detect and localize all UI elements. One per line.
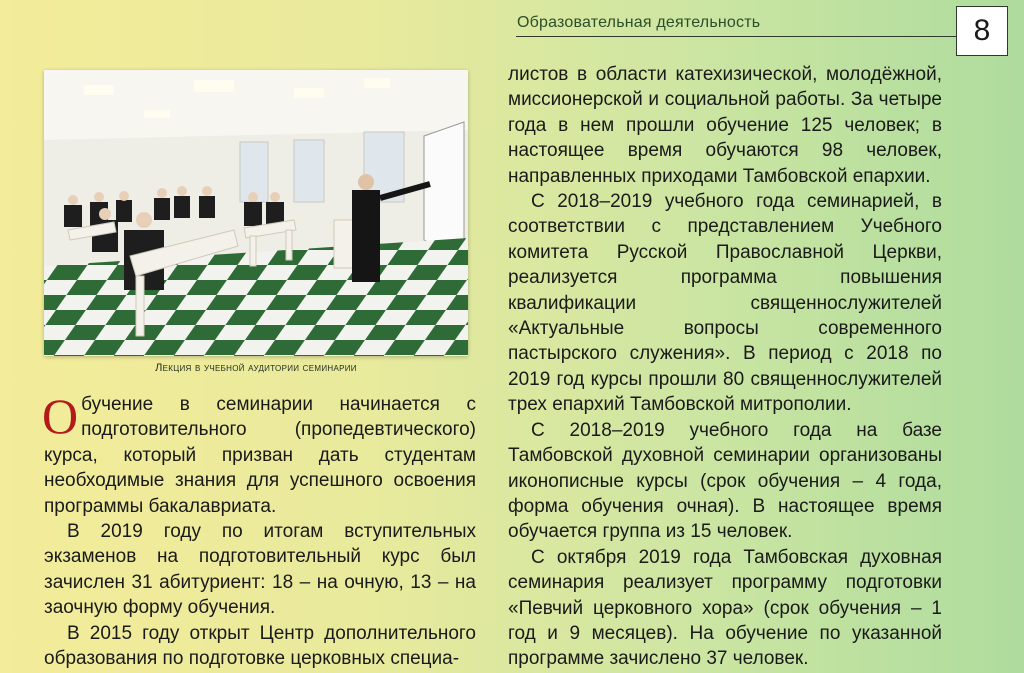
left-column (42, 388, 476, 671)
classroom-illustration (44, 70, 468, 356)
header-rule (516, 36, 956, 37)
paragraph-icon-painting: С 2018–2019 учебного года на базе Тамбовской духовной семинарии организованы иконописные курсы (срок обучения – 4 года, форма обучения очная). В настоящее время обучается группа из 15 человек. (508, 419, 942, 543)
paragraph-enrollment: В 2019 году по итогам вступительных экзаменов на подготовительный курс был зачислен 31 абитуриент: 18 – на очную, 13 – на заочную форму обучения. (44, 521, 476, 619)
paragraph-qualification: С 2018–2019 учебного года семинарией, в соответствии с представлением Учебного комитета Русской Православной Церкви, реализуется программа повышения квалификации священнослужителей «Актуальные вопросы современного пастырского служения». В период с 2018 по 2019 год курсы прошли 80 священнослужителей трех епархий Тамбовской митрополии. (508, 191, 942, 416)
right-column (508, 62, 942, 672)
page-number: 8 (956, 6, 1008, 56)
intro-paragraph (42, 388, 476, 519)
classroom-photo (44, 70, 468, 356)
drop-cap: О (42, 388, 79, 444)
section-title: Образовательная деятельность (517, 14, 761, 31)
paragraph-choir: С октября 2019 года Тамбовская духовная семинария реализует программу подготовки «Певчий церковного хора» (срок обучения – 1 год и 9 месяцев). На обучение по указанной программе зачислено 37 человек. (508, 546, 942, 670)
paragraph-continuation: листов в области катехизической, молодёжной, миссионерской и социальной работы. За четыре года в нем прошли обучение 125 человек; в настоящее время обучаются 98 человек, направленных приходами Тамбовской епархии. (508, 64, 942, 187)
paragraph-center: В 2015 году открыт Центр дополнительного образования по подготовке церковных специа- (44, 622, 476, 670)
photo-caption: Лекция в учебной аудитории семинарии (155, 362, 357, 374)
intro-text: бучение в семинарии начинается с подготовительного (пропедевтического) курса, который призван дать студентам необходимые знания для успешного освоения программы бакалавриата. (44, 394, 476, 517)
